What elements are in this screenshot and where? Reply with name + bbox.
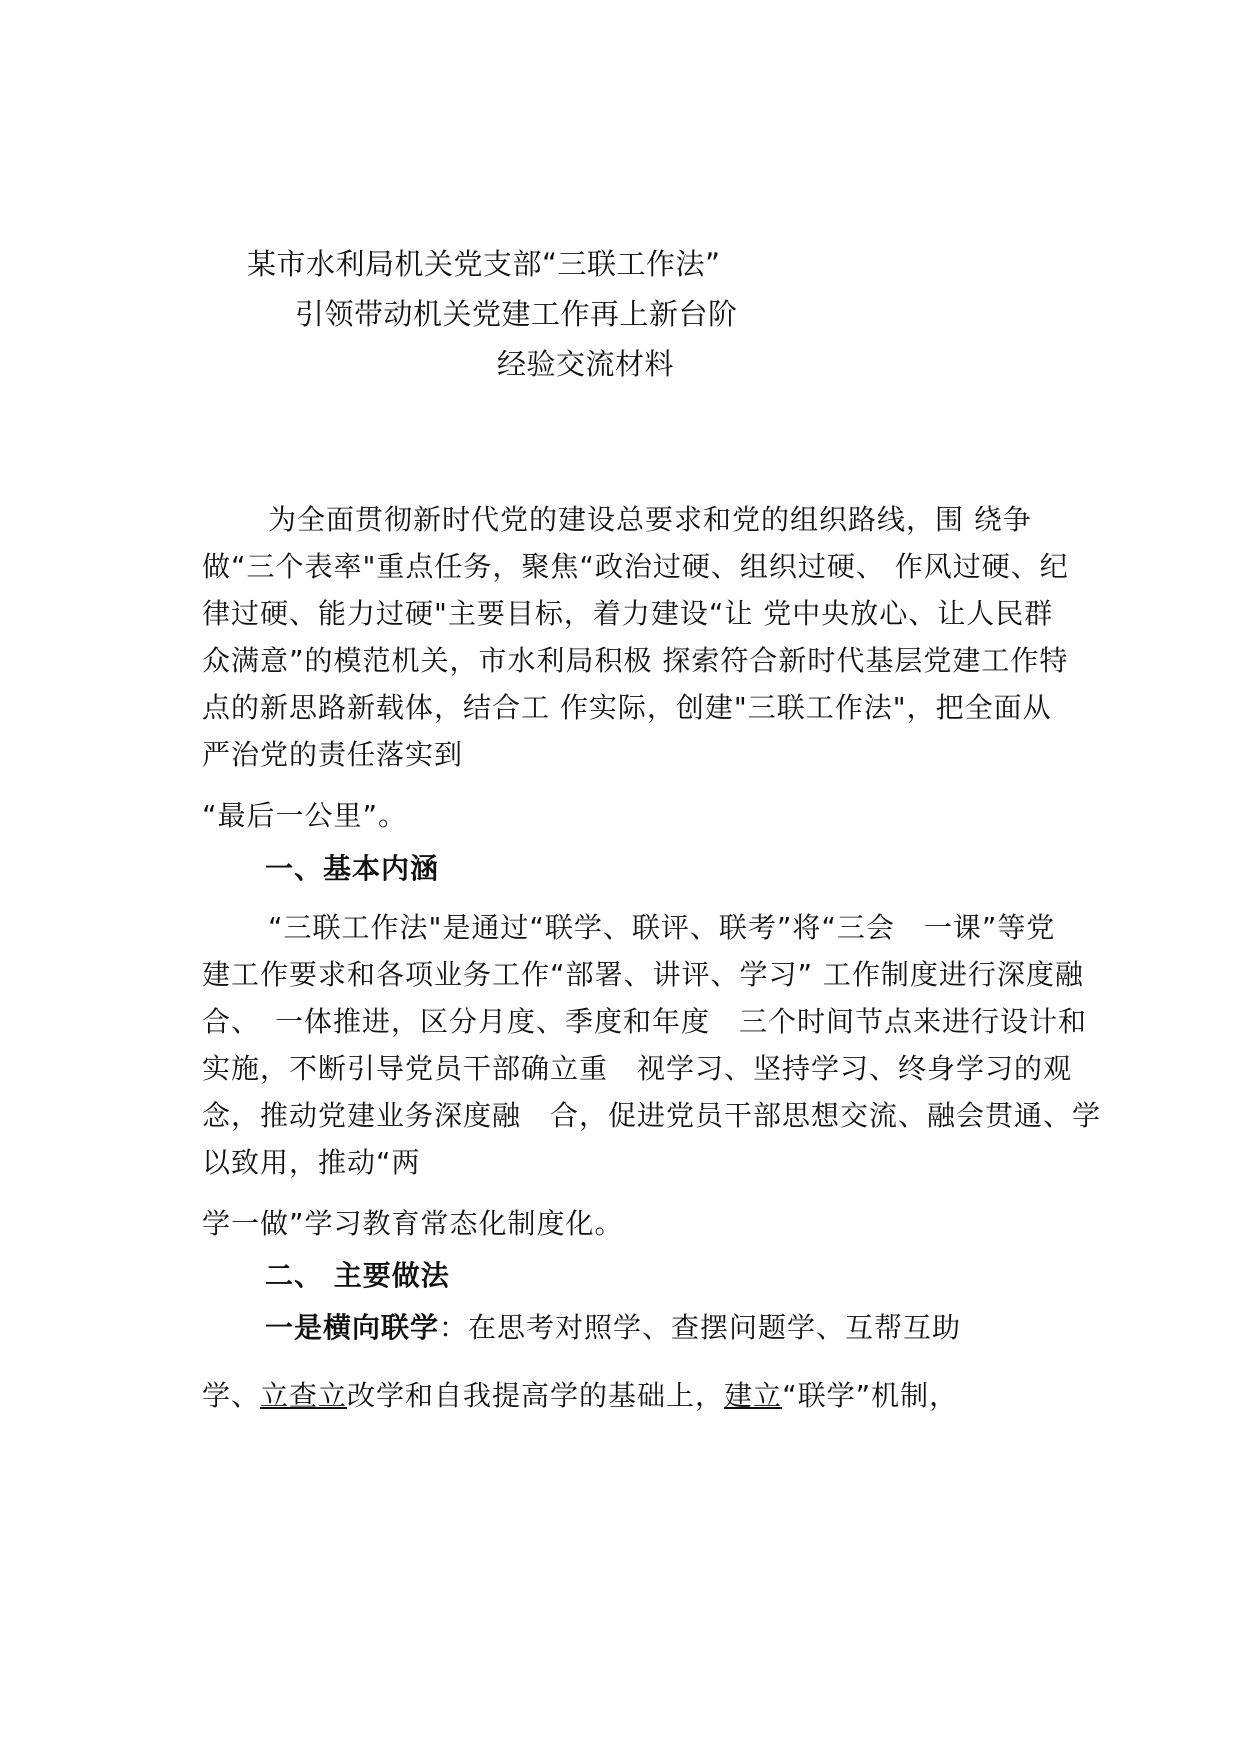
point-1-cont-d: 建立 [724, 1379, 783, 1412]
title-line-2: 引领带动机关党建工作再上新台阶 [295, 297, 738, 331]
point-1-cont-e: “联学”机制， [782, 1379, 959, 1412]
title-line-3: 经验交流材料 [497, 347, 675, 381]
intro-line-3: 律过硬、能力过硬"主要目标，着力建设“让 党中央放心、让人民群 [202, 597, 1054, 630]
intro-line-5: 点的新思路新载体，结合工 作实际，创建"三联工作法"，把全面从 [202, 691, 1052, 724]
point-1-cont-a: 学、 [202, 1379, 261, 1412]
section1-line-4: 实施，不断引导党员干部确立重 视学习、坚持学习、终身学习的观 [202, 1052, 1073, 1085]
section1-line-6: 以致用，推动“两 [202, 1146, 421, 1179]
point-1-text: ：在思考对照学、查摆问题学、互帮互助 [439, 1311, 962, 1344]
point-1-line [265, 1308, 961, 1348]
section-heading-practice: 二、 主要做法 [265, 1259, 450, 1292]
intro-line-1: 为全面贯彻新时代党的建设总要求和党的组织路线，围 绕争 [268, 503, 1032, 536]
title-line-1: 某市水利局机关党支部“三联工作法” [247, 247, 721, 281]
point-1-continuation [202, 1376, 958, 1416]
section-heading-basic: 一、基本内涵 [265, 852, 440, 885]
point-1-cont-c: 改学和自我提高学的基础上， [347, 1379, 725, 1412]
intro-line-6: 严治党的责任落实到 [202, 738, 464, 771]
section1-tail: 学一做”学习教育常态化制度化。 [202, 1207, 624, 1240]
section1-line-2: 建工作要求和各项业务工作“部署、讲评、学习” 工作制度进行深度融 [202, 958, 1084, 991]
section1-line-1: “三联工作法"是通过“联学、联评、联考”将“三会 一课”等党 [268, 911, 1056, 944]
intro-line-4: 众满意”的模范机关，市水利局积极 探索符合新时代基层党建工作特 [202, 644, 1069, 677]
intro-tail: “最后一公里”。 [202, 799, 408, 832]
section1-line-5: 念，推动党建业务深度融 合，促进党员干部思想交流、融会贯通、学 [202, 1099, 1102, 1132]
section1-line-3: 合、 一体推进，区分月度、季度和年度 三个时间节点来进行设计和 [202, 1005, 1088, 1038]
point-1-cont-b: 立查立 [260, 1379, 348, 1412]
point-1-lead: 一是横向联学 [265, 1311, 440, 1344]
intro-line-2: 做“三个表率"重点任务，聚焦“政治过硬、组织过硬、 作风过硬、纪 [202, 550, 1069, 583]
